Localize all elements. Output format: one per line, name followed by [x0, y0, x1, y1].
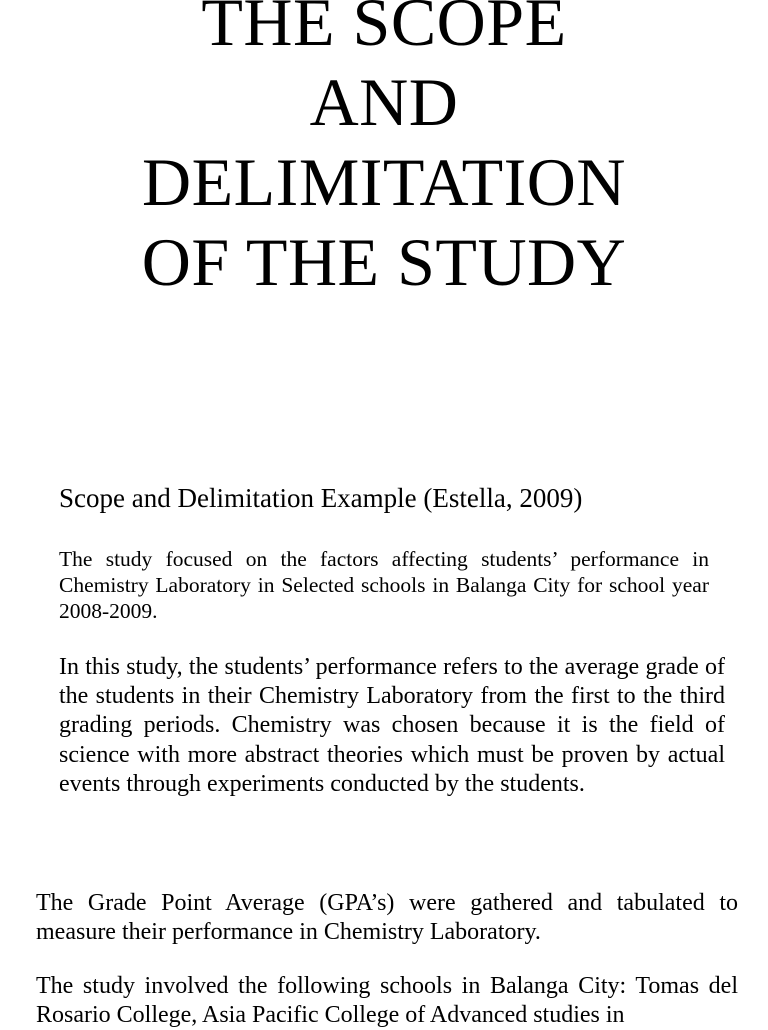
title-line-1: THE SCOPE [201, 0, 567, 60]
paragraph-study-focus: The study focused on the factors affecting students’ performance in Chemistry Laboratory in Selected schools in Balanga City for school year 2008-2009. [59, 547, 709, 623]
title-line-4: OF THE STUDY [141, 224, 627, 300]
title-line-2: AND [309, 64, 459, 140]
paragraph-schools: The study involved the following schools in Balanga City: Tomas del Rosario College, Asia Pacific College of Advanced studies in [36, 973, 738, 1028]
title-line-3: DELIMITATION [142, 144, 626, 220]
paragraph-student-performance: In this study, the students’ performance refers to the average grade of the students in their Chemistry Laboratory from the first to the third grading periods. Chemistry was chosen because it is the field of science with more abstract theories which must be proven by actual events through experiments conducted by the students. [59, 654, 725, 797]
example-heading: Scope and Delimitation Example (Estella, 2009) [59, 483, 583, 513]
paragraph-gpa: The Grade Point Average (GPA’s) were gathered and tabulated to measure their performance in Chemistry Laboratory. [36, 890, 738, 945]
page-title [0, 0, 768, 302]
